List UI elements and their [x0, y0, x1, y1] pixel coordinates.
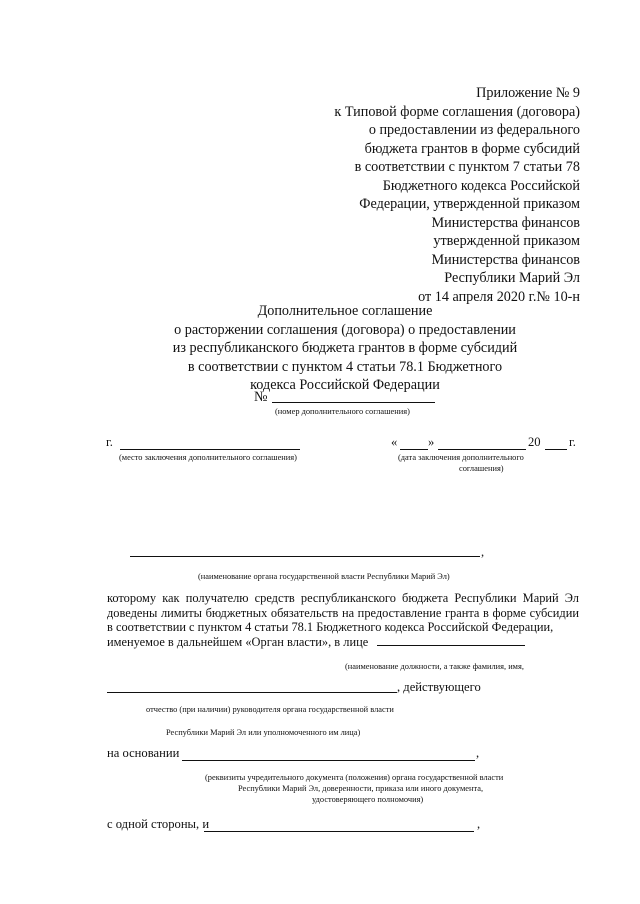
title-line: о расторжении соглашения (договора) о предоставлении — [174, 321, 516, 338]
head-name-field[interactable] — [107, 692, 397, 693]
representative-field[interactable] — [377, 635, 525, 646]
number-sign: № — [254, 389, 268, 405]
header-line: в соответствии с пунктом 7 статьи 78 — [354, 159, 580, 175]
header-line: Министерства финансов — [431, 251, 580, 268]
title-line: из республиканского бюджета грантов в форме субсидий — [172, 340, 518, 356]
place-caption: (место заключения дополнительного соглашения) — [119, 453, 297, 462]
date-year-field[interactable] — [545, 449, 567, 450]
basis-caption-2: Республики Марий Эл, доверенности, приказа или иного документа, — [238, 784, 484, 793]
head-caption-2: Республики Марий Эл или уполномоченного им лица) — [166, 728, 361, 737]
date-open-quote: « — [391, 435, 398, 449]
header-line: бюджета грантов в форме субсидий — [364, 140, 580, 157]
basis-prefix: на основании — [107, 746, 180, 760]
header-line: Бюджетного кодекса Российской — [382, 177, 580, 194]
header-line: Министерства финансов — [431, 214, 580, 231]
main-paragraph-end: именуемое в дальнейшем «Орган власти», в лице — [107, 634, 369, 649]
counterparty-field[interactable] — [204, 831, 474, 832]
date-year: 20 — [528, 435, 541, 449]
header-line: Республики Марий Эл — [444, 270, 580, 286]
basis-field[interactable] — [182, 760, 475, 761]
main-paragraph — [107, 591, 579, 649]
appendix-header — [334, 84, 580, 306]
number-caption: (номер дополнительного соглашения) — [275, 407, 410, 416]
date-caption: (дата заключения дополнительного — [398, 453, 524, 462]
number-field[interactable] — [272, 402, 435, 403]
title-line: в соответствии с пунктом 4 статьи 78.1 Бюджетного — [187, 358, 503, 375]
authority-comma: , — [481, 545, 485, 559]
authority-field[interactable] — [130, 556, 480, 557]
date-caption-2: соглашения) — [459, 464, 504, 473]
header-line: Приложение № 9 — [476, 85, 580, 101]
date-close-quote: » — [428, 435, 435, 449]
authority-caption: (наименование органа государственной власти Республики Марий Эл) — [198, 572, 450, 581]
basis-caption-3: удостоверяющего полномочия) — [312, 795, 424, 804]
document-title — [0, 302, 640, 395]
one-side-prefix: с одной стороны, и — [107, 817, 210, 831]
main-paragraph-end-line — [107, 635, 579, 650]
basis-caption-1: (реквизиты учредительного документа (положения) органа государственной власти — [205, 773, 504, 782]
header-line: к Типовой форме соглашения (договора) — [334, 103, 580, 120]
title-line: кодекса Российской Федерации — [250, 377, 440, 393]
header-line: от 14 апреля 2020 г.№ 10-н — [418, 288, 580, 305]
position-caption: (наименование должности, а также фамилия, имя, — [345, 662, 524, 671]
one-side-comma: , — [477, 817, 481, 831]
acting-word: , действующего — [397, 680, 481, 694]
title-line: Дополнительное соглашение — [257, 303, 433, 319]
date-month-field[interactable] — [438, 449, 526, 450]
header-line: Федерации, утвержденной приказом — [359, 196, 580, 212]
basis-comma: , — [476, 746, 480, 760]
date-suffix: г. — [569, 435, 576, 449]
date-day-field[interactable] — [400, 449, 428, 450]
head-caption-1: отчество (при наличии) руководителя органа государственной власти — [146, 705, 394, 714]
place-field[interactable] — [120, 449, 300, 450]
header-line: утвержденной приказом — [433, 233, 580, 249]
main-paragraph-text: которому как получателю средств республиканского бюджета Республики Марий Эл доведены лимиты бюджетных обязательств на предоставление гранта в форме субсидии в соответствии с пунктом 4 статьи 78.1 Бюджетного кодекса Российской Федерации, — [107, 591, 579, 634]
header-line: о предоставлении из федерального — [368, 122, 580, 138]
place-prefix: г. — [106, 435, 113, 449]
